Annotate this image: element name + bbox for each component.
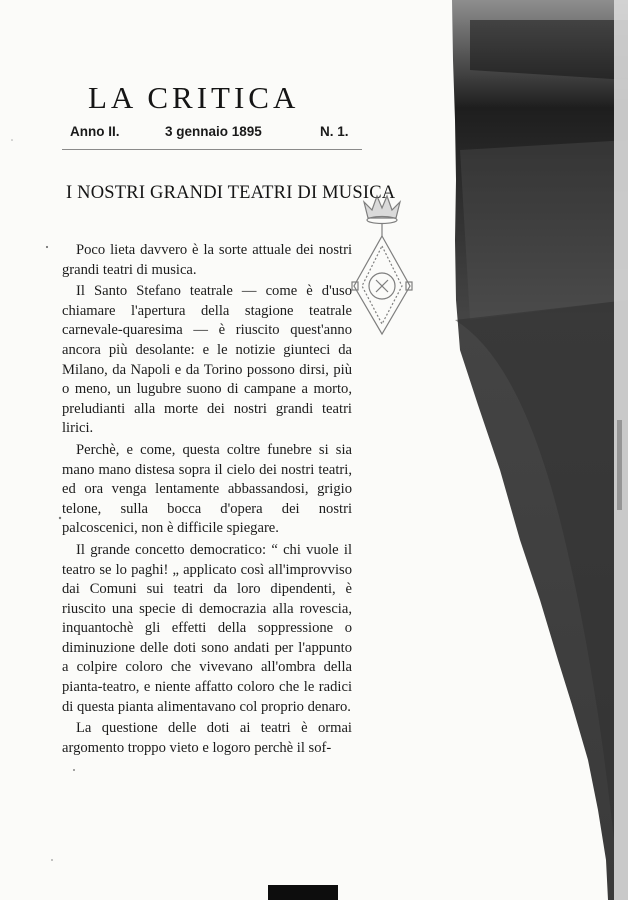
crown-crest-stamp-icon [350, 188, 414, 338]
masthead-title: LA CRITICA [88, 80, 300, 115]
article-title: I NOSTRI GRANDI TEATRI DI MUSICA [66, 183, 396, 203]
dateline-year: Anno II. [70, 124, 120, 139]
article-body [62, 241, 352, 760]
article-paragraph: Poco lieta davvero è la sorte attuale dei nostri grandi teatri di musica. [62, 242, 352, 278]
article-paragraph: Perchè, e come, questa coltre funebre si sia mano mano distesa sopra il cielo dei nostri teatri, ed ora venga lentamente abbassandosi, grigio telone, sulla bocca d'opera dei nostri palcoscenici, non è difficile spiegare. [62, 441, 352, 537]
masthead-rule [62, 149, 362, 150]
article-paragraph: Il grande concetto democratico: “ chi vuole il teatro se lo paghi! „ applicato così all'improvviso dai Comuni sui teatri da loro dipendenti, è riuscito una specie di democrazia alla rovescia, inquantochè gli effetti della soppressione o diminuzione delle doti sono andati per l'appunto a colpire coloro che vivevano all'ombra della pianta-teatro, e niente affatto coloro che le radici di questa pianta alimentavano col proprio denaro. [62, 541, 352, 715]
dateline-issue-number: N. 1. [320, 124, 349, 139]
dateline [70, 124, 362, 142]
dateline-date: 3 gennaio 1895 [165, 124, 262, 139]
article-paragraph: La questione delle doti ai teatri è ormai argomento troppo vieto e logoro perchè il sof- [62, 720, 352, 756]
article-paragraph: Il Santo Stefano teatrale — come è d'uso chiamare l'apertura della stagione teatrale carnevale-quaresima — è riuscito quest'anno ancora più desolante: e le notizie giunteci da Milano, da Napoli e da Torino possono dirsi, più o meno, un lugubre suono di campane a morto, preludianti alla morte dei nostri grandi teatri lirici. [62, 283, 352, 437]
page-edge-tab [268, 885, 338, 900]
